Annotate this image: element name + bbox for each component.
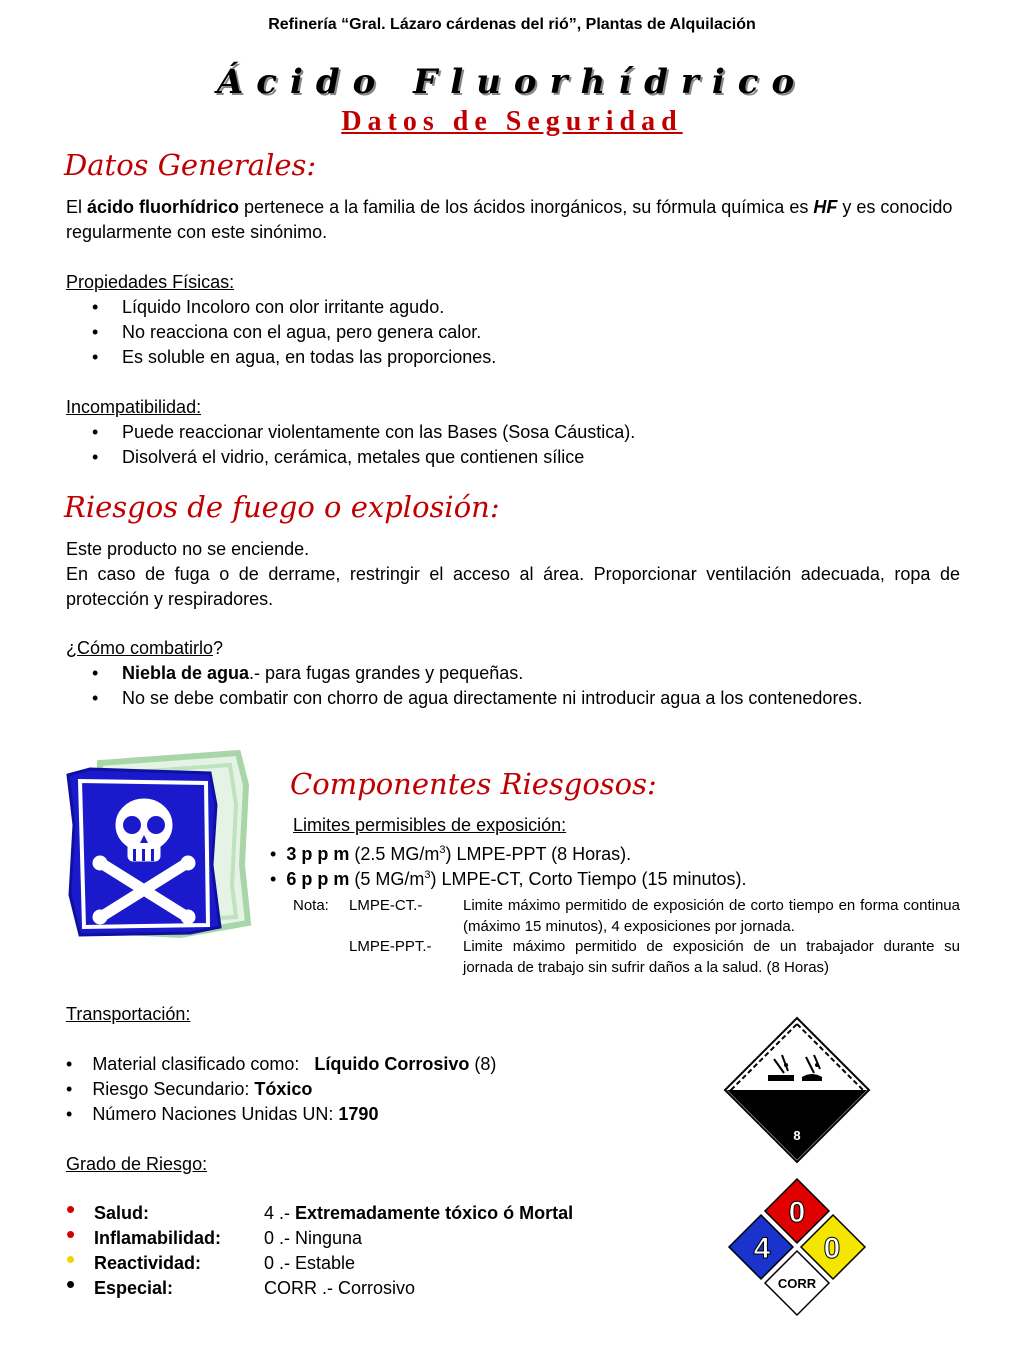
combat-list [66,661,960,711]
page-header: Refinería “Gral. Lázaro cárdenas del rió”, Plantas de Alquilación [268,16,756,33]
transport-class: • Material clasificado como: Líquido Corrosivo (8) [66,1054,497,1074]
physical-properties-title: Propiedades Físicas: [66,272,235,292]
nota-term-ppt: LMPE-PPT.- [349,938,432,955]
nfpa-health-value: 4 [753,1232,771,1265]
document-title: Ácido Fluorhídrico [216,62,808,102]
list-item: • Es soluble en agua, en todas las proporciones. [66,345,966,370]
general-intro: El ácido fluorhídrico pertenece a la familia de los ácidos inorgánicos, su fórmula química es HF y es conocido regularmente con este sinónimo. [66,197,953,242]
nfpa-special-value: CORR [777,1276,817,1291]
limit-6ppm: • 6 p p m (5 $MG/m^3$) LMPE-CT, Corto Tiempo (15 minutos). [270,869,747,889]
physical-properties-list [66,295,966,370]
nota-term-ct: LMPE-CT.- [349,897,423,914]
grade-bullet: • [66,1269,76,1299]
combat-title: ¿Cómo combatirlo? [66,638,224,658]
document-subtitle: Datos de Seguridad [341,106,683,137]
list-item: • Disolverá el vidrio, cerámica, metales que contienen sílice [66,445,966,470]
corrosive-placard-icon [722,1015,872,1165]
nfpa-fire-value: 0 [788,1196,806,1229]
fire-line-2: En caso de fuga o de derrame, restringir el acceso al área. Proporcionar ventilación adecuada, ropa de protección y respiradores. [66,564,960,609]
incompatibility-title: Incompatibilidad: [66,397,202,417]
grade-bullet: • [66,1194,76,1224]
placard-number: 8 [793,1128,801,1143]
list-item: • No se debe combatir con chorro de agua directamente ni introducir agua a los contenedores. [66,686,960,711]
section-heading-general: Datos Generales: [64,148,317,182]
grade-bullet: • [66,1244,76,1274]
nota-def-ct: Limite máximo permitido de exposición de corto tiempo en forma continua (máximo 15 minutos), 4 exposiciones por jornada. [463,897,960,935]
nota-label: Nota: [293,897,329,914]
section-heading-fire: Riesgos de fuego o explosión: [64,490,500,524]
transport-title: Transportación: [66,1004,191,1024]
limits-title: Limites permisibles de exposición: [293,815,567,835]
section-heading-components: Componentes Riesgosos: [290,767,657,801]
incompatibility-list [66,420,966,470]
skull-crossbones-icon [60,745,255,945]
list-item: • Puede reaccionar violentamente con las Bases (Sosa Cáustica). [66,420,966,445]
fire-line-1: Este producto no se enciende. [66,539,310,559]
list-item: • Líquido Incoloro con olor irritante agudo. [66,295,966,320]
nfpa-reactivity-value: 0 [823,1232,841,1265]
limit-3ppm: • 3 p p m (2.5 $MG/m^3$) LMPE-PPT (8 Horas). [270,844,632,864]
nota-def-ppt: Limite máximo permitido de exposición de un trabajador durante su jornada de trabajo sin sufrir daños a la salud. (8 Horas) [463,938,960,976]
transport-secondary: • Riesgo Secundario: Tóxico [66,1079,313,1099]
grade-bullet: • [66,1219,76,1249]
transport-un: • Número Naciones Unidas UN: 1790 [66,1104,379,1124]
nfpa-diamond-icon [726,1176,868,1318]
list-item: • No reacciona con el agua, pero genera calor. [66,320,966,345]
grade-title: Grado de Riesgo: [66,1154,208,1174]
list-item: • Niebla de agua.- para fugas grandes y pequeñas. [66,661,960,686]
